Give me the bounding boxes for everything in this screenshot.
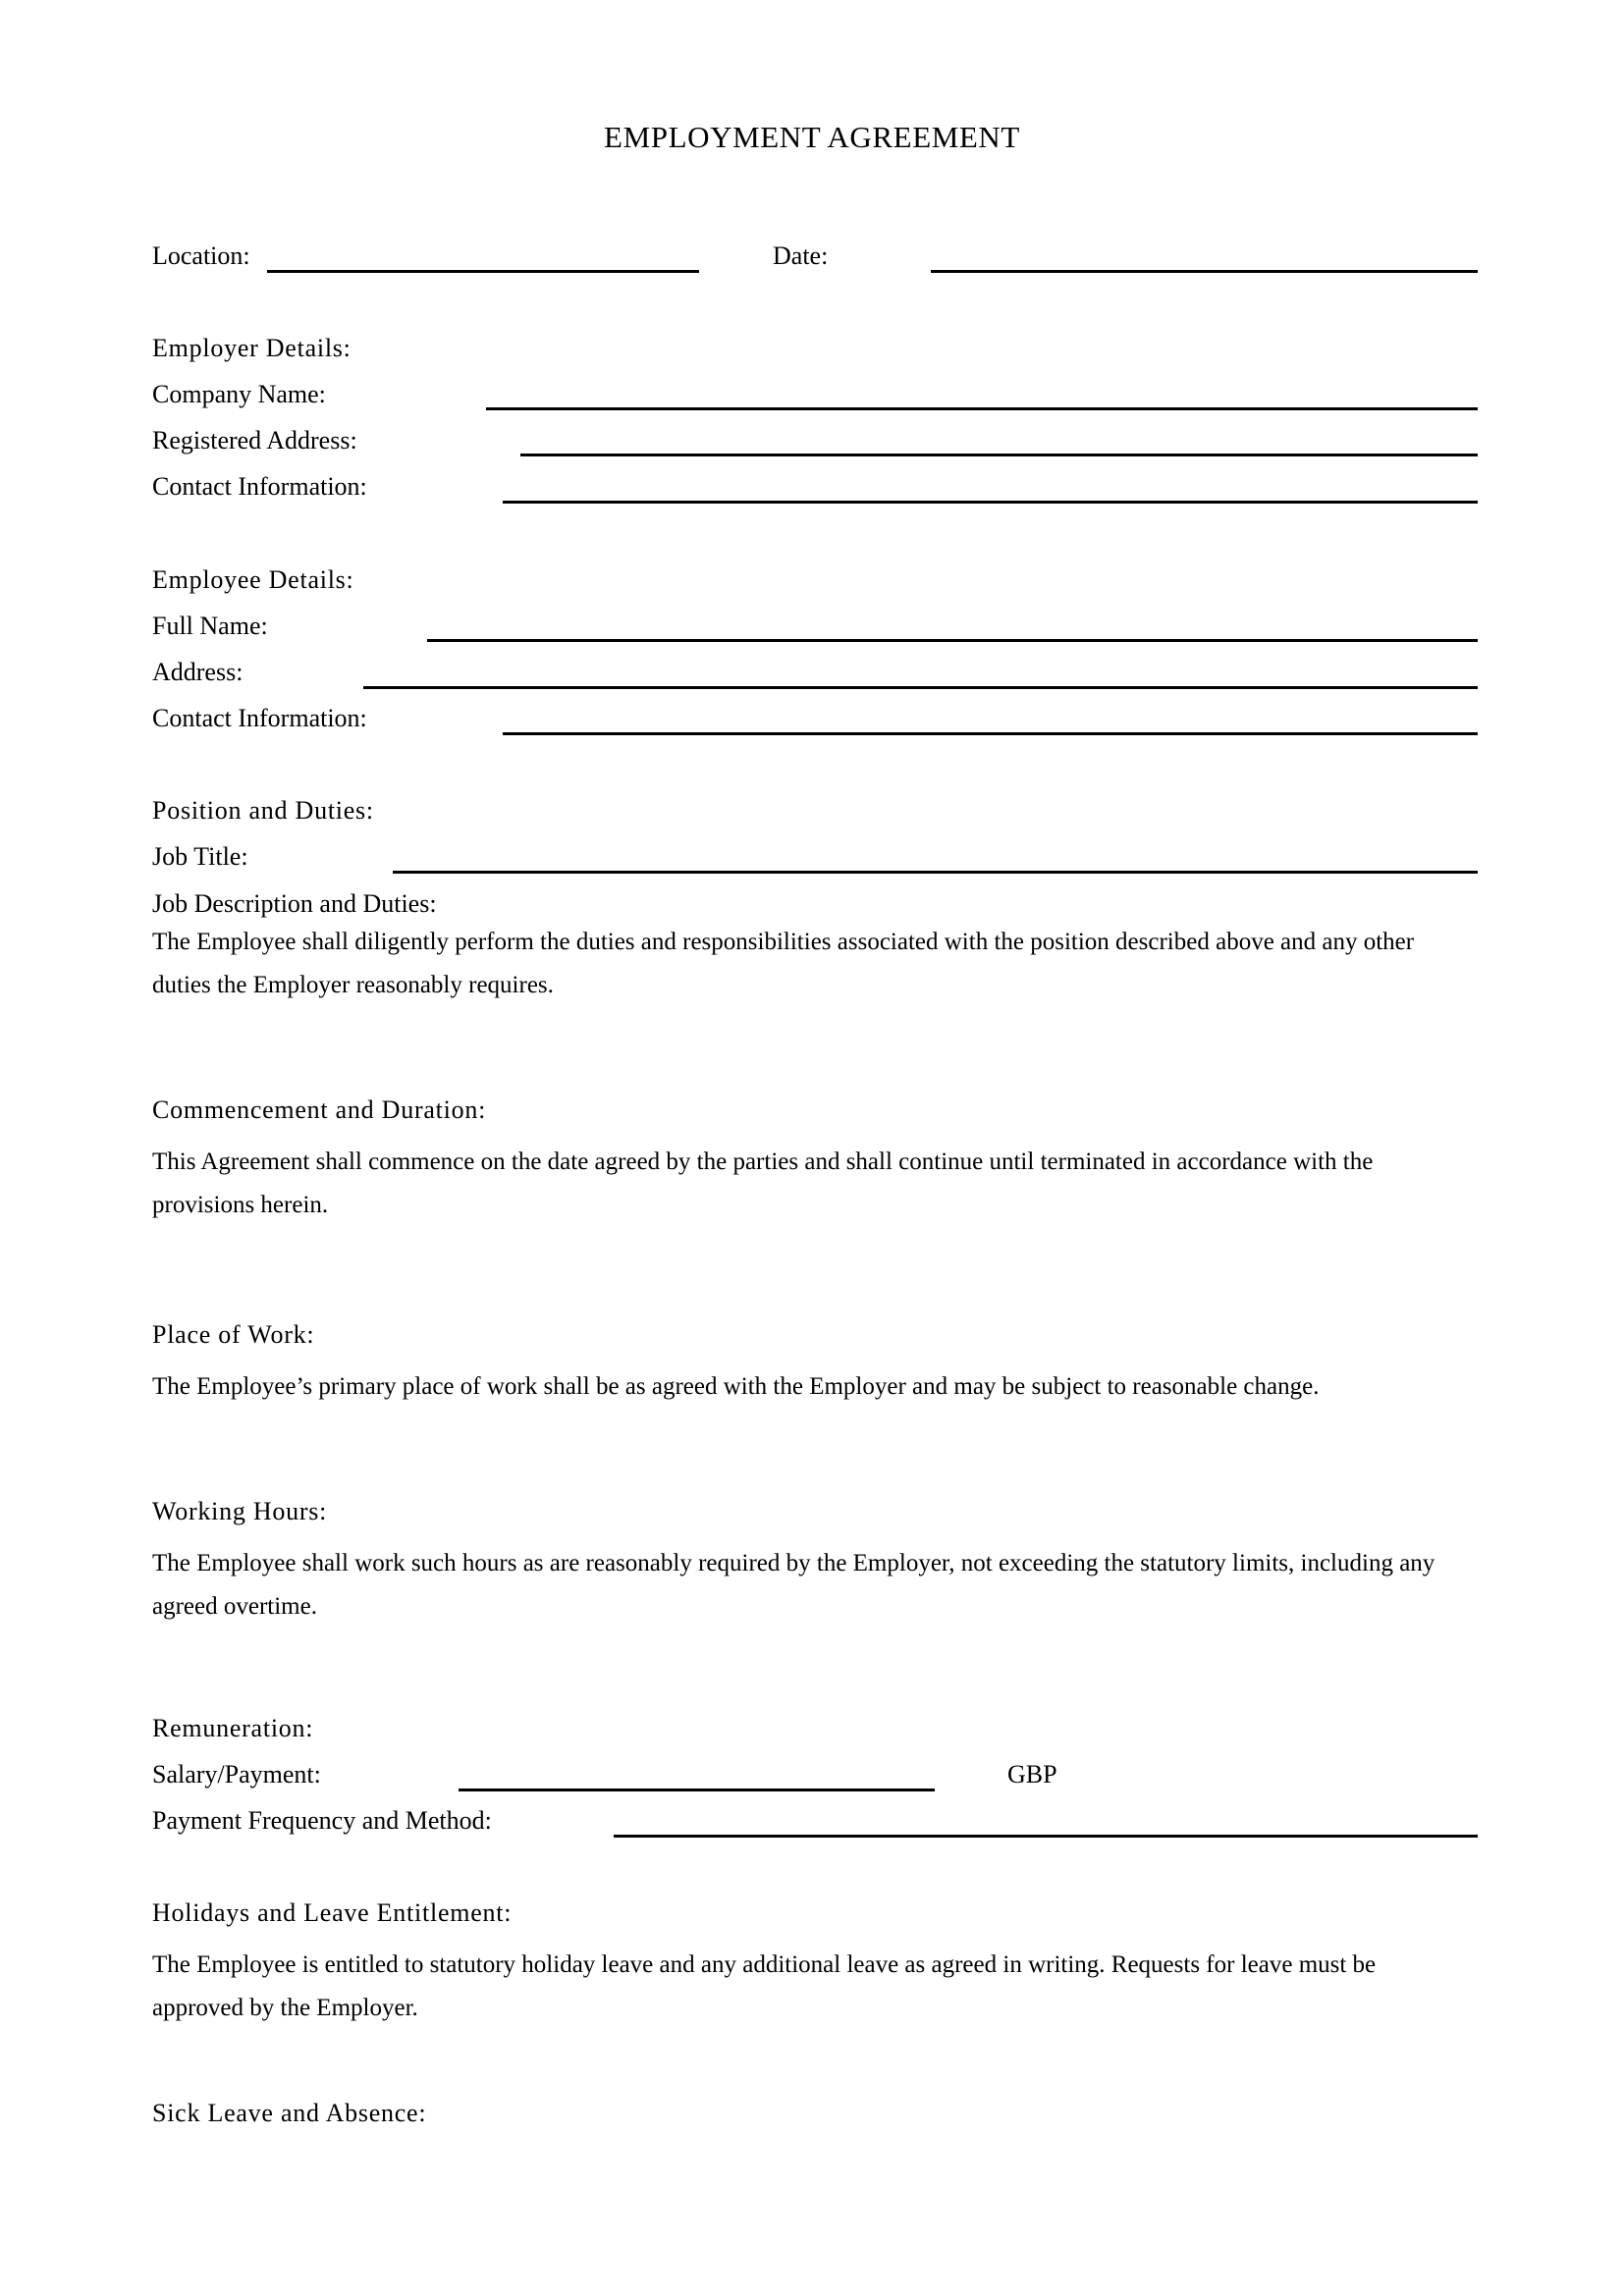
location-label: Location: [152, 241, 250, 270]
holidays-body: The Employee is entitled to statutory holiday leave and any additional leave as agreed in writing. Requests for leave must be approved by the Employer. [152, 1951, 1377, 2021]
salary-payment-label: Salary/Payment: [152, 1760, 321, 1789]
commencement-heading: Commencement and Duration: [152, 1095, 487, 1124]
registered-address-label: Registered Address: [152, 426, 357, 454]
full-name-input-rule[interactable] [427, 639, 1478, 642]
registered-address-input-rule[interactable] [520, 454, 1478, 456]
job-title-input-rule[interactable] [393, 871, 1478, 874]
place-of-work-body: The Employee’s primary place of work shall be as agreed with the Employer and may be subject to reasonable change. [152, 1373, 1320, 1400]
date-input-rule[interactable] [931, 270, 1478, 273]
employer-details-heading: Employer Details: [152, 334, 352, 362]
place-of-work-heading: Place of Work: [152, 1320, 315, 1349]
employer-contact-information-input-rule[interactable] [503, 501, 1478, 504]
remuneration-heading: Remuneration: [152, 1714, 314, 1742]
currency-label: GBP [1007, 1760, 1057, 1789]
job-description-body: The Employee shall diligently perform the duties and responsibilities associated with the position described above and any other duties the Employer reasonably requires. [152, 929, 1415, 998]
job-description-label: Job Description and Duties: [152, 889, 437, 918]
full-name-label: Full Name: [152, 612, 268, 640]
employee-address-label: Address: [152, 658, 244, 686]
payment-frequency-label: Payment Frequency and Method: [152, 1806, 492, 1835]
company-name-input-rule[interactable] [486, 407, 1478, 410]
job-title-label: Job Title: [152, 842, 248, 871]
company-name-label: Company Name: [152, 380, 326, 408]
working-hours-body: The Employee shall work such hours as are reasonably required by the Employer, not exceeding the statutory limits, including any agreed overtime. [152, 1550, 1435, 1620]
page-title: EMPLOYMENT AGREEMENT [604, 120, 1020, 154]
sick-leave-heading: Sick Leave and Absence: [152, 2099, 427, 2127]
holidays-heading: Holidays and Leave Entitlement: [152, 1898, 513, 1927]
employee-address-input-rule[interactable] [363, 686, 1478, 689]
location-input-rule[interactable] [267, 270, 699, 273]
working-hours-heading: Working Hours: [152, 1497, 328, 1525]
salary-payment-input-rule[interactable] [459, 1789, 935, 1791]
commencement-body: This Agreement shall commence on the date agreed by the parties and shall continue until terminated in accordance with the provisions herein. [152, 1148, 1374, 1218]
position-and-duties-heading: Position and Duties: [152, 796, 374, 825]
employee-contact-information-label: Contact Information: [152, 704, 367, 732]
employee-contact-information-input-rule[interactable] [503, 732, 1478, 735]
employer-contact-information-label: Contact Information: [152, 472, 367, 501]
employee-details-heading: Employee Details: [152, 565, 354, 594]
date-label: Date: [773, 241, 829, 270]
payment-frequency-input-rule[interactable] [614, 1835, 1478, 1838]
